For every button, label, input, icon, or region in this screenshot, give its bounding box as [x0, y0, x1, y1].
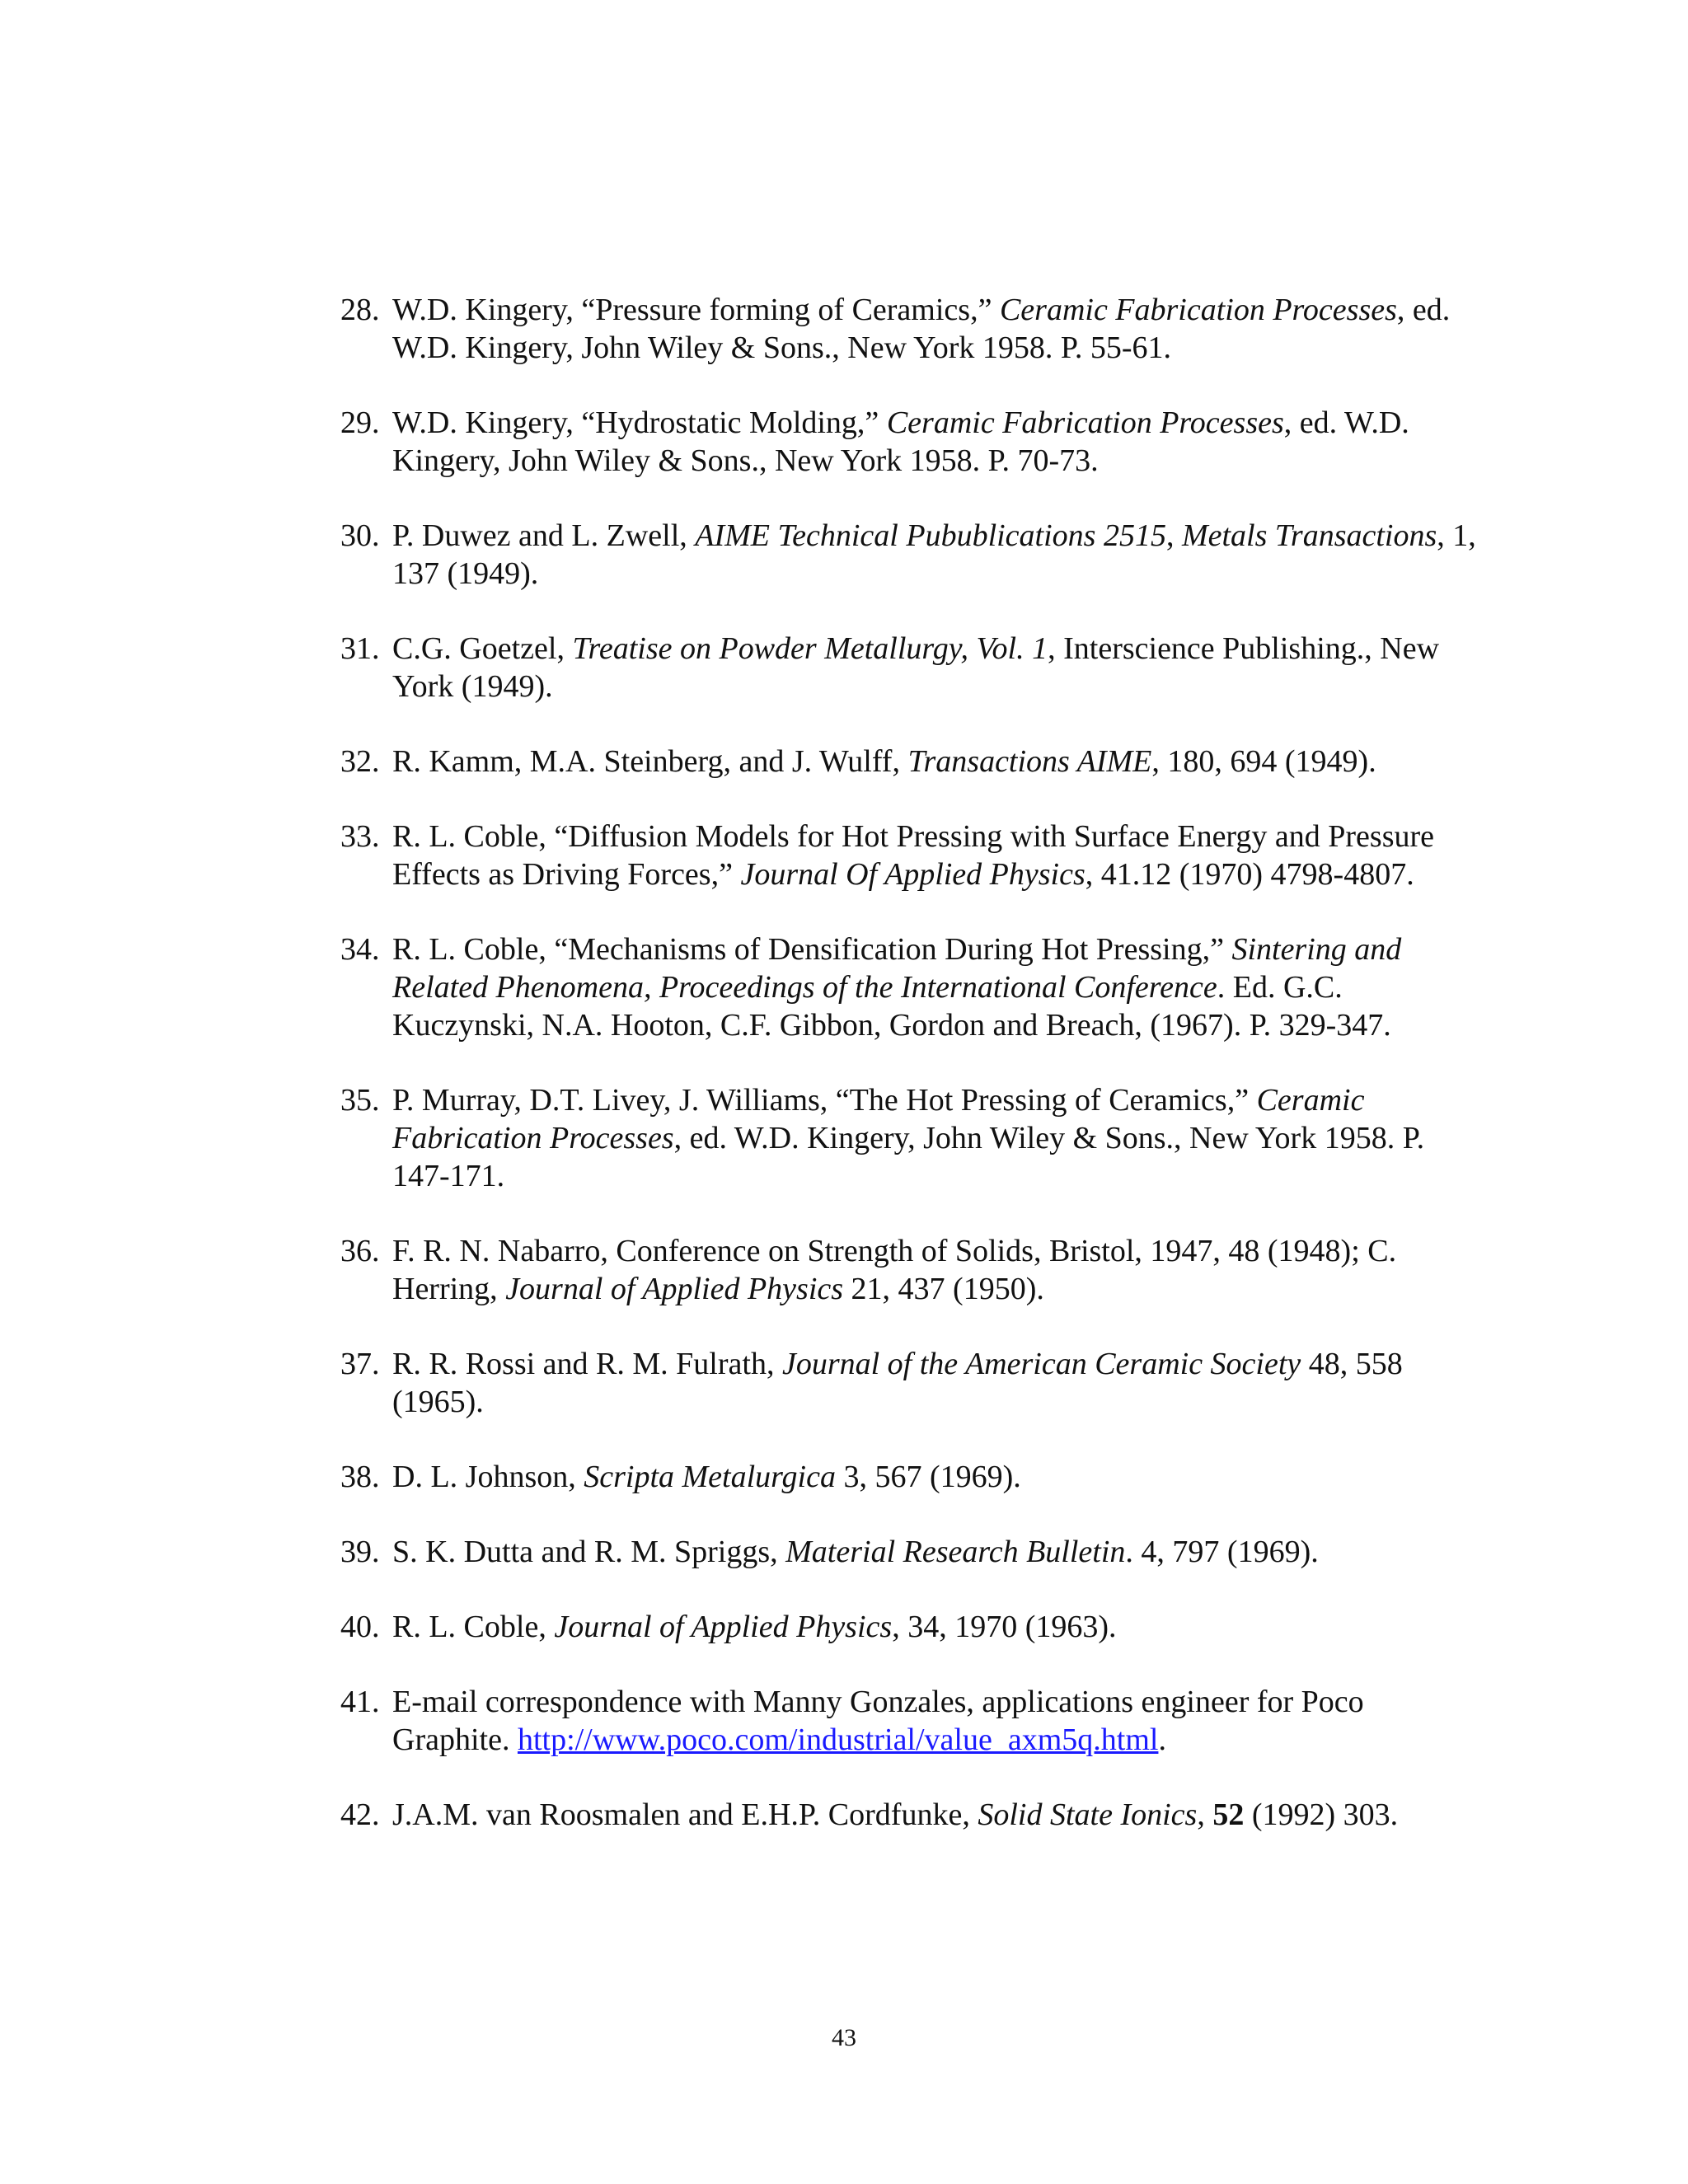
reference-fragment: , ed. W.D. Kingery, John Wiley & Sons., New York 1958. P. 55-61. [392, 293, 1451, 365]
reference-item [340, 1458, 1486, 1496]
reference-source-title: AIME Technical Pubublications 2515 [695, 518, 1166, 553]
reference-source-title: Ceramic Fabrication Processes [392, 1083, 1365, 1155]
reference-number: 29. [340, 405, 380, 440]
reference-source-title: Sintering and Related Phenomena, Proceedings of the International Conference [392, 932, 1402, 1005]
reference-item [340, 1232, 1486, 1308]
reference-fragment: R. Kamm, M.A. Steinberg, and J. Wulff, [392, 744, 908, 779]
reference-item [340, 291, 1486, 367]
reference-text [392, 819, 1434, 892]
reference-text [392, 518, 1476, 591]
reference-item [340, 818, 1486, 893]
reference-source-title: Ceramic Fabrication Processes [886, 405, 1284, 440]
reference-text [392, 631, 1439, 704]
reference-text [392, 1347, 1403, 1419]
reference-fragment: . [1158, 1722, 1166, 1757]
reference-fragment: (1992) 303. [1244, 1797, 1399, 1832]
reference-item [340, 404, 1486, 480]
reference-fragment: 48, 558 (1965). [392, 1347, 1403, 1419]
reference-item [340, 1796, 1486, 1834]
reference-item [340, 630, 1486, 705]
reference-fragment: , 1, 137 (1949). [392, 518, 1476, 591]
reference-text [392, 1083, 1424, 1193]
reference-number: 39. [340, 1535, 380, 1569]
reference-number: 35. [340, 1083, 380, 1118]
reference-fragment: . 4, 797 (1969). [1125, 1535, 1319, 1569]
reference-source-title: Ceramic Fabrication Processes [999, 293, 1397, 327]
reference-fragment: P. Duwez and L. Zwell, [392, 518, 696, 553]
reference-item [340, 930, 1486, 1044]
reference-number: 36. [340, 1234, 380, 1268]
reference-item [340, 517, 1486, 593]
reference-source-title: Material Research Bulletin [785, 1535, 1126, 1569]
reference-fragment: , ed. W.D. Kingery, John Wiley & Sons., New York 1958. P. 147-171. [392, 1121, 1425, 1193]
reference-fragment: W.D. Kingery, “Hydrostatic Molding,” [392, 405, 887, 440]
reference-fragment: 3, 567 (1969). [835, 1460, 1021, 1494]
reference-list [340, 291, 1486, 1871]
reference-source-title: Journal of the American Ceramic Society [781, 1347, 1301, 1381]
reference-source-title: Scripta Metalurgica [584, 1460, 836, 1494]
reference-number: 28. [340, 293, 380, 327]
reference-fragment: D. L. Johnson, [392, 1460, 584, 1494]
reference-fragment: , 34, 1970 (1963). [892, 1610, 1117, 1644]
reference-item [340, 743, 1486, 780]
reference-number: 34. [340, 932, 380, 967]
reference-fragment: P. Murray, D.T. Livey, J. Williams, “The Hot Pressing of Ceramics,” [392, 1083, 1257, 1118]
reference-fragment: R. L. Coble, “Diffusion Models for Hot Pressing with Surface Energy and Pressure Effects as Driving Forces,” [392, 819, 1435, 892]
reference-fragment: R. L. Coble, [392, 1610, 555, 1644]
reference-text [392, 1685, 1364, 1757]
reference-number: 30. [340, 518, 380, 553]
reference-link[interactable]: http://www.poco.com/industrial/value_axm5q.html [517, 1722, 1159, 1757]
reference-fragment: 21, 437 (1950). [843, 1272, 1044, 1306]
reference-text [392, 1535, 1319, 1569]
reference-text [392, 405, 1409, 478]
reference-fragment: , ed. W.D. Kingery, John Wiley & Sons., New York 1958. P. 70-73. [392, 405, 1409, 478]
reference-fragment: F. R. N. Nabarro, Conference on Strength of Solids, Bristol, 1947, 48 (1948); C. Herring, [392, 1234, 1397, 1306]
reference-fragment: R. R. Rossi and R. M. Fulrath, [392, 1347, 782, 1381]
reference-fragment: , 41.12 (1970) 4798-4807. [1085, 857, 1414, 892]
reference-fragment: R. L. Coble, “Mechanisms of Densification During Hot Pressing,” [392, 932, 1232, 967]
reference-fragment: S. K. Dutta and R. M. Spriggs, [392, 1535, 786, 1569]
reference-number: 32. [340, 744, 380, 779]
reference-fragment: , 180, 694 (1949). [1151, 744, 1376, 779]
reference-item [340, 1081, 1486, 1195]
reference-number: 33. [340, 819, 380, 854]
reference-number: 37. [340, 1347, 380, 1381]
reference-fragment: , Interscience Publishing., New York (1949). [392, 631, 1440, 704]
reference-number: 42. [340, 1797, 380, 1832]
reference-item [340, 1608, 1486, 1646]
reference-text [392, 1610, 1117, 1644]
reference-text [392, 1797, 1398, 1832]
reference-fragment: E-mail correspondence with Manny Gonzales, applications engineer for Poco Graphite. [392, 1685, 1364, 1757]
reference-item [340, 1683, 1486, 1759]
reference-text [392, 932, 1401, 1043]
reference-fragment: , [1197, 1797, 1213, 1832]
reference-text [392, 1234, 1396, 1306]
reference-fragment: . Ed. G.C. Kuczynski, N.A. Hooton, C.F. Gibbon, Gordon and Breach, (1967). P. 329-347. [392, 970, 1391, 1043]
reference-text [392, 293, 1450, 365]
page-number: 43 [832, 2024, 856, 2051]
reference-item [340, 1345, 1486, 1421]
reference-source-title: Metals Transactions [1181, 518, 1437, 553]
reference-item [340, 1533, 1486, 1571]
reference-text [392, 1460, 1021, 1494]
reference-number: 31. [340, 631, 380, 666]
reference-fragment: , [1165, 518, 1182, 553]
reference-source-title: Journal of Applied Physics [505, 1272, 844, 1306]
reference-source-title: Journal Of Applied Physics [740, 857, 1085, 892]
reference-number: 41. [340, 1685, 380, 1719]
reference-source-title: Solid State Ionics [978, 1797, 1198, 1832]
reference-source-title: Journal of Applied Physics [554, 1610, 893, 1644]
reference-text [392, 744, 1376, 779]
reference-fragment: J.A.M. van Roosmalen and E.H.P. Cordfunke, [392, 1797, 978, 1832]
reference-number: 38. [340, 1460, 380, 1494]
reference-source-title: Treatise on Powder Metallurgy, Vol. 1 [572, 631, 1048, 666]
reference-number: 40. [340, 1610, 380, 1644]
reference-fragment: C.G. Goetzel, [392, 631, 573, 666]
reference-source-title: Transactions AIME [907, 744, 1152, 779]
reference-fragment: W.D. Kingery, “Pressure forming of Ceramics,” [392, 293, 1000, 327]
reference-volume: 52 [1212, 1797, 1245, 1832]
